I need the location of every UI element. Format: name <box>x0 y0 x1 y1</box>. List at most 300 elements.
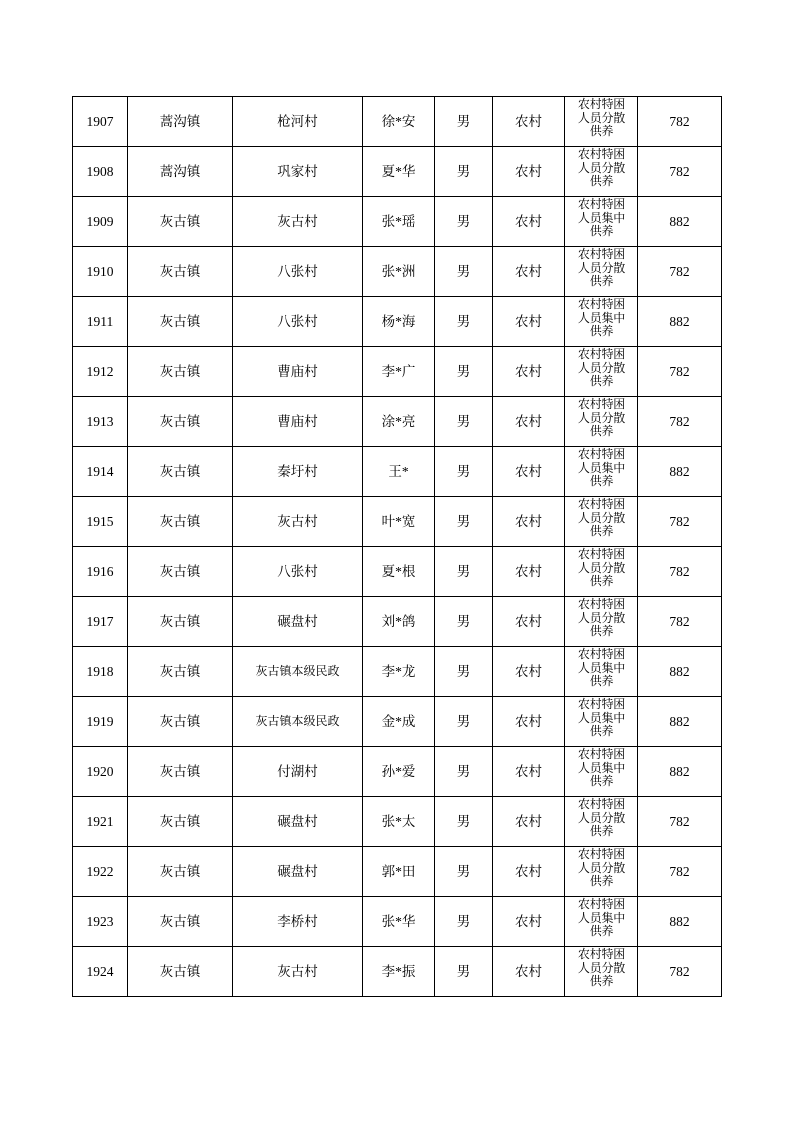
cell-amount <box>638 947 722 997</box>
cell-sex-text: 男 <box>456 863 471 879</box>
cell-household-type-text: 农村 <box>515 213 542 229</box>
cell-amount <box>638 347 722 397</box>
cell-sex <box>435 647 493 697</box>
cell-village <box>233 147 363 197</box>
cell-household-type <box>493 97 565 147</box>
table-row <box>73 397 722 447</box>
cell-name-text: 叶*宽 <box>381 513 416 529</box>
cell-category-text: 农村特困 人员分散 供养 <box>577 347 626 389</box>
cell-category <box>565 947 638 997</box>
cell-town-text: 灰古镇 <box>159 413 201 429</box>
cell-name-text: 李*龙 <box>381 663 416 679</box>
cell-amount <box>638 897 722 947</box>
cell-sex <box>435 197 493 247</box>
cell-village <box>233 847 363 897</box>
cell-sex-text: 男 <box>456 113 471 129</box>
cell-name <box>363 647 435 697</box>
cell-name <box>363 847 435 897</box>
cell-sex <box>435 847 493 897</box>
cell-village <box>233 447 363 497</box>
cell-village <box>233 947 363 997</box>
cell-name <box>363 397 435 447</box>
table-row <box>73 597 722 647</box>
cell-category <box>565 297 638 347</box>
cell-category <box>565 897 638 947</box>
cell-amount-text: 782 <box>669 863 690 879</box>
cell-name-text: 张*太 <box>381 813 416 829</box>
assistance-roster-table <box>72 96 722 997</box>
cell-sequence <box>73 497 128 547</box>
cell-household-type-text: 农村 <box>515 163 542 179</box>
cell-name <box>363 547 435 597</box>
table-row <box>73 97 722 147</box>
cell-household-type-text: 农村 <box>515 463 542 479</box>
cell-category <box>565 197 638 247</box>
cell-name-text: 王* <box>388 463 409 479</box>
cell-village <box>233 797 363 847</box>
cell-household-type <box>493 497 565 547</box>
cell-sex-text: 男 <box>456 563 471 579</box>
cell-amount-text: 882 <box>669 713 690 729</box>
cell-household-type-text: 农村 <box>515 713 542 729</box>
cell-sex-text: 男 <box>456 263 471 279</box>
cell-sex-text: 男 <box>456 513 471 529</box>
cell-category <box>565 797 638 847</box>
cell-sequence-text: 1921 <box>86 813 114 829</box>
cell-household-type <box>493 297 565 347</box>
cell-household-type <box>493 897 565 947</box>
cell-sequence <box>73 297 128 347</box>
cell-name-text: 杨*海 <box>381 313 416 329</box>
cell-village <box>233 97 363 147</box>
cell-name <box>363 197 435 247</box>
cell-sequence-text: 1923 <box>86 913 114 929</box>
cell-category <box>565 347 638 397</box>
cell-household-type <box>493 947 565 997</box>
cell-sequence <box>73 397 128 447</box>
cell-sequence <box>73 947 128 997</box>
cell-sequence-text: 1910 <box>86 263 114 279</box>
cell-household-type-text: 农村 <box>515 113 542 129</box>
cell-household-type-text: 农村 <box>515 563 542 579</box>
cell-sex-text: 男 <box>456 813 471 829</box>
cell-village-text: 碾盘村 <box>277 813 318 829</box>
cell-household-type-text: 农村 <box>515 313 542 329</box>
cell-category-text: 农村特困 人员分散 供养 <box>577 97 626 139</box>
cell-town <box>128 97 233 147</box>
cell-sequence <box>73 447 128 497</box>
cell-name <box>363 747 435 797</box>
cell-sex-text: 男 <box>456 213 471 229</box>
cell-sex-text: 男 <box>456 463 471 479</box>
table-row <box>73 347 722 397</box>
cell-name <box>363 697 435 747</box>
cell-name <box>363 497 435 547</box>
cell-amount <box>638 147 722 197</box>
cell-household-type-text: 农村 <box>515 363 542 379</box>
cell-village-text: 灰古村 <box>277 213 318 229</box>
cell-category-text: 农村特困 人员集中 供养 <box>577 747 626 789</box>
cell-sex-text: 男 <box>456 763 471 779</box>
cell-amount-text: 782 <box>669 513 690 529</box>
cell-name-text: 孙*爱 <box>381 763 416 779</box>
cell-village-text: 李桥村 <box>277 913 318 929</box>
cell-sequence <box>73 597 128 647</box>
cell-sequence-text: 1912 <box>86 363 114 379</box>
cell-village <box>233 197 363 247</box>
cell-sequence-text: 1907 <box>86 113 114 129</box>
cell-sex <box>435 147 493 197</box>
cell-town <box>128 597 233 647</box>
cell-name <box>363 97 435 147</box>
cell-sequence <box>73 847 128 897</box>
cell-household-type <box>493 697 565 747</box>
cell-category-text: 农村特困 人员分散 供养 <box>577 547 626 589</box>
cell-category-text: 农村特困 人员集中 供养 <box>577 897 626 939</box>
cell-amount <box>638 847 722 897</box>
cell-name <box>363 947 435 997</box>
cell-village <box>233 897 363 947</box>
cell-name-text: 徐*安 <box>381 113 416 129</box>
cell-sequence-text: 1916 <box>86 563 114 579</box>
cell-village-text: 八张村 <box>277 313 318 329</box>
cell-name <box>363 797 435 847</box>
cell-amount <box>638 697 722 747</box>
cell-amount <box>638 97 722 147</box>
cell-town-text: 灰古镇 <box>159 613 201 629</box>
cell-name-text: 郭*田 <box>381 863 416 879</box>
cell-sex <box>435 897 493 947</box>
cell-town <box>128 247 233 297</box>
cell-amount <box>638 447 722 497</box>
cell-sex-text: 男 <box>456 363 471 379</box>
cell-sequence-text: 1913 <box>86 413 114 429</box>
cell-category-text: 农村特困 人员分散 供养 <box>577 597 626 639</box>
cell-amount-text: 882 <box>669 913 690 929</box>
cell-category-text: 农村特困 人员分散 供养 <box>577 397 626 439</box>
cell-town <box>128 797 233 847</box>
cell-name-text: 刘*鸽 <box>381 613 416 629</box>
cell-household-type <box>493 747 565 797</box>
cell-category-text: 农村特困 人员集中 供养 <box>577 197 626 239</box>
cell-category-text: 农村特困 人员分散 供养 <box>577 847 626 889</box>
cell-town-text: 灰古镇 <box>159 913 201 929</box>
cell-name <box>363 897 435 947</box>
cell-village <box>233 497 363 547</box>
cell-amount-text: 782 <box>669 363 690 379</box>
cell-town <box>128 197 233 247</box>
cell-village-text: 灰古村 <box>277 513 318 529</box>
cell-village-text: 曹庙村 <box>277 363 318 379</box>
cell-sequence <box>73 747 128 797</box>
cell-name <box>363 247 435 297</box>
cell-village <box>233 597 363 647</box>
cell-sex-text: 男 <box>456 663 471 679</box>
cell-sequence <box>73 347 128 397</box>
cell-amount-text: 882 <box>669 763 690 779</box>
cell-amount <box>638 547 722 597</box>
cell-town-text: 灰古镇 <box>159 463 201 479</box>
cell-town-text: 灰古镇 <box>159 563 201 579</box>
cell-household-type-text: 农村 <box>515 513 542 529</box>
cell-household-type-text: 农村 <box>515 413 542 429</box>
cell-sex-text: 男 <box>456 613 471 629</box>
cell-household-type-text: 农村 <box>515 963 542 979</box>
table-row <box>73 847 722 897</box>
cell-sequence <box>73 247 128 297</box>
table-row <box>73 747 722 797</box>
cell-town <box>128 547 233 597</box>
cell-town <box>128 897 233 947</box>
cell-town <box>128 347 233 397</box>
cell-name-text: 夏*华 <box>381 163 416 179</box>
cell-sex-text: 男 <box>456 413 471 429</box>
cell-town <box>128 447 233 497</box>
cell-amount-text: 782 <box>669 413 690 429</box>
cell-village <box>233 747 363 797</box>
cell-town-text: 蒿沟镇 <box>159 163 201 179</box>
cell-amount-text: 882 <box>669 463 690 479</box>
cell-category <box>565 397 638 447</box>
cell-category <box>565 697 638 747</box>
cell-name-text: 张*华 <box>381 913 416 929</box>
cell-amount-text: 782 <box>669 163 690 179</box>
cell-amount <box>638 597 722 647</box>
cell-sex <box>435 447 493 497</box>
cell-sequence-text: 1918 <box>86 663 114 679</box>
cell-village-text: 灰古镇本级民政 <box>255 664 340 679</box>
cell-household-type <box>493 647 565 697</box>
cell-household-type <box>493 847 565 897</box>
cell-sex <box>435 297 493 347</box>
cell-sequence-text: 1917 <box>86 613 114 629</box>
cell-village <box>233 647 363 697</box>
cell-amount-text: 882 <box>669 213 690 229</box>
cell-category-text: 农村特困 人员分散 供养 <box>577 497 626 539</box>
cell-town-text: 灰古镇 <box>159 663 201 679</box>
table-row <box>73 547 722 597</box>
cell-sex <box>435 247 493 297</box>
cell-town <box>128 297 233 347</box>
cell-village <box>233 347 363 397</box>
cell-village-text: 曹庙村 <box>277 413 318 429</box>
cell-village <box>233 247 363 297</box>
cell-sequence-text: 1924 <box>86 963 114 979</box>
cell-sex <box>435 347 493 397</box>
cell-amount-text: 882 <box>669 663 690 679</box>
cell-category <box>565 147 638 197</box>
cell-name-text: 张*瑶 <box>381 213 416 229</box>
cell-category-text: 农村特困 人员分散 供养 <box>577 147 626 189</box>
cell-household-type <box>493 547 565 597</box>
cell-village <box>233 297 363 347</box>
cell-sex <box>435 747 493 797</box>
cell-town <box>128 647 233 697</box>
table-row <box>73 497 722 547</box>
cell-category <box>565 497 638 547</box>
cell-household-type <box>493 247 565 297</box>
cell-town-text: 灰古镇 <box>159 363 201 379</box>
cell-village-text: 八张村 <box>277 263 318 279</box>
cell-village-text: 灰古镇本级民政 <box>255 714 340 729</box>
cell-sequence <box>73 697 128 747</box>
cell-village-text: 秦圩村 <box>277 463 318 479</box>
cell-category <box>565 847 638 897</box>
cell-sequence <box>73 547 128 597</box>
cell-village-text: 付湖村 <box>277 763 318 779</box>
cell-sex-text: 男 <box>456 913 471 929</box>
cell-village-text: 枪河村 <box>277 113 318 129</box>
table-row <box>73 147 722 197</box>
cell-household-type-text: 农村 <box>515 763 542 779</box>
cell-name <box>363 347 435 397</box>
cell-category <box>565 547 638 597</box>
cell-sex-text: 男 <box>456 163 471 179</box>
cell-category <box>565 97 638 147</box>
cell-town <box>128 947 233 997</box>
cell-town-text: 灰古镇 <box>159 713 201 729</box>
cell-village <box>233 697 363 747</box>
table-row <box>73 697 722 747</box>
cell-household-type <box>493 347 565 397</box>
cell-name <box>363 597 435 647</box>
table-body <box>73 97 722 997</box>
table-row <box>73 897 722 947</box>
cell-town-text: 灰古镇 <box>159 963 201 979</box>
cell-category <box>565 747 638 797</box>
cell-town-text: 灰古镇 <box>159 813 201 829</box>
cell-category <box>565 447 638 497</box>
cell-amount <box>638 797 722 847</box>
cell-town <box>128 747 233 797</box>
cell-household-type <box>493 597 565 647</box>
cell-town <box>128 847 233 897</box>
cell-name-text: 张*洲 <box>381 263 416 279</box>
cell-amount <box>638 497 722 547</box>
cell-amount <box>638 747 722 797</box>
cell-name <box>363 147 435 197</box>
cell-sex <box>435 497 493 547</box>
cell-name-text: 李*振 <box>381 963 416 979</box>
cell-town-text: 灰古镇 <box>159 863 201 879</box>
cell-town-text: 灰古镇 <box>159 313 201 329</box>
cell-town-text: 蒿沟镇 <box>159 113 201 129</box>
cell-category <box>565 597 638 647</box>
cell-sequence-text: 1919 <box>86 713 114 729</box>
cell-town-text: 灰古镇 <box>159 513 201 529</box>
cell-sex <box>435 947 493 997</box>
cell-name-text: 夏*根 <box>381 563 416 579</box>
cell-sex-text: 男 <box>456 963 471 979</box>
cell-amount-text: 782 <box>669 813 690 829</box>
cell-sequence-text: 1909 <box>86 213 114 229</box>
cell-sex <box>435 697 493 747</box>
cell-amount-text: 882 <box>669 313 690 329</box>
cell-amount-text: 782 <box>669 263 690 279</box>
cell-sequence <box>73 647 128 697</box>
table-row <box>73 647 722 697</box>
cell-amount-text: 782 <box>669 113 690 129</box>
cell-sex <box>435 547 493 597</box>
cell-category-text: 农村特困 人员集中 供养 <box>577 297 626 339</box>
cell-sequence-text: 1922 <box>86 863 114 879</box>
cell-sequence-text: 1915 <box>86 513 114 529</box>
cell-sequence <box>73 897 128 947</box>
table-row <box>73 797 722 847</box>
cell-sex <box>435 97 493 147</box>
cell-sex-text: 男 <box>456 313 471 329</box>
cell-town <box>128 697 233 747</box>
cell-amount <box>638 297 722 347</box>
cell-sequence <box>73 97 128 147</box>
cell-sex-text: 男 <box>456 713 471 729</box>
table-row <box>73 197 722 247</box>
cell-household-type <box>493 197 565 247</box>
cell-category-text: 农村特困 人员集中 供养 <box>577 697 626 739</box>
table-row <box>73 447 722 497</box>
cell-name-text: 金*成 <box>381 713 416 729</box>
cell-sequence-text: 1920 <box>86 763 114 779</box>
cell-amount-text: 782 <box>669 563 690 579</box>
cell-category <box>565 647 638 697</box>
cell-sex <box>435 397 493 447</box>
cell-sex <box>435 597 493 647</box>
cell-village <box>233 547 363 597</box>
cell-town-text: 灰古镇 <box>159 263 201 279</box>
cell-category-text: 农村特困 人员分散 供养 <box>577 797 626 839</box>
cell-sex <box>435 797 493 847</box>
cell-town-text: 灰古镇 <box>159 213 201 229</box>
cell-household-type-text: 农村 <box>515 813 542 829</box>
cell-sequence <box>73 147 128 197</box>
cell-category-text: 农村特困 人员分散 供养 <box>577 947 626 989</box>
cell-category <box>565 247 638 297</box>
cell-amount-text: 782 <box>669 963 690 979</box>
cell-town <box>128 497 233 547</box>
cell-household-type <box>493 147 565 197</box>
cell-sequence <box>73 197 128 247</box>
cell-town <box>128 397 233 447</box>
cell-household-type-text: 农村 <box>515 613 542 629</box>
cell-village-text: 碾盘村 <box>277 863 318 879</box>
cell-household-type-text: 农村 <box>515 663 542 679</box>
cell-household-type-text: 农村 <box>515 263 542 279</box>
cell-amount-text: 782 <box>669 613 690 629</box>
cell-household-type <box>493 447 565 497</box>
cell-town-text: 灰古镇 <box>159 763 201 779</box>
cell-village <box>233 397 363 447</box>
cell-name-text: 李*广 <box>381 363 416 379</box>
cell-name <box>363 447 435 497</box>
table-row <box>73 947 722 997</box>
cell-sequence-text: 1908 <box>86 163 114 179</box>
cell-sequence <box>73 797 128 847</box>
cell-amount <box>638 397 722 447</box>
cell-amount <box>638 197 722 247</box>
cell-name-text: 涂*亮 <box>381 413 416 429</box>
cell-village-text: 碾盘村 <box>277 613 318 629</box>
cell-category-text: 农村特困 人员集中 供养 <box>577 647 626 689</box>
cell-household-type-text: 农村 <box>515 913 542 929</box>
cell-household-type <box>493 397 565 447</box>
cell-category-text: 农村特困 人员集中 供养 <box>577 447 626 489</box>
cell-sequence-text: 1914 <box>86 463 114 479</box>
cell-village-text: 巩家村 <box>277 163 318 179</box>
table-row <box>73 247 722 297</box>
table-row <box>73 297 722 347</box>
cell-household-type-text: 农村 <box>515 863 542 879</box>
cell-village-text: 灰古村 <box>277 963 318 979</box>
